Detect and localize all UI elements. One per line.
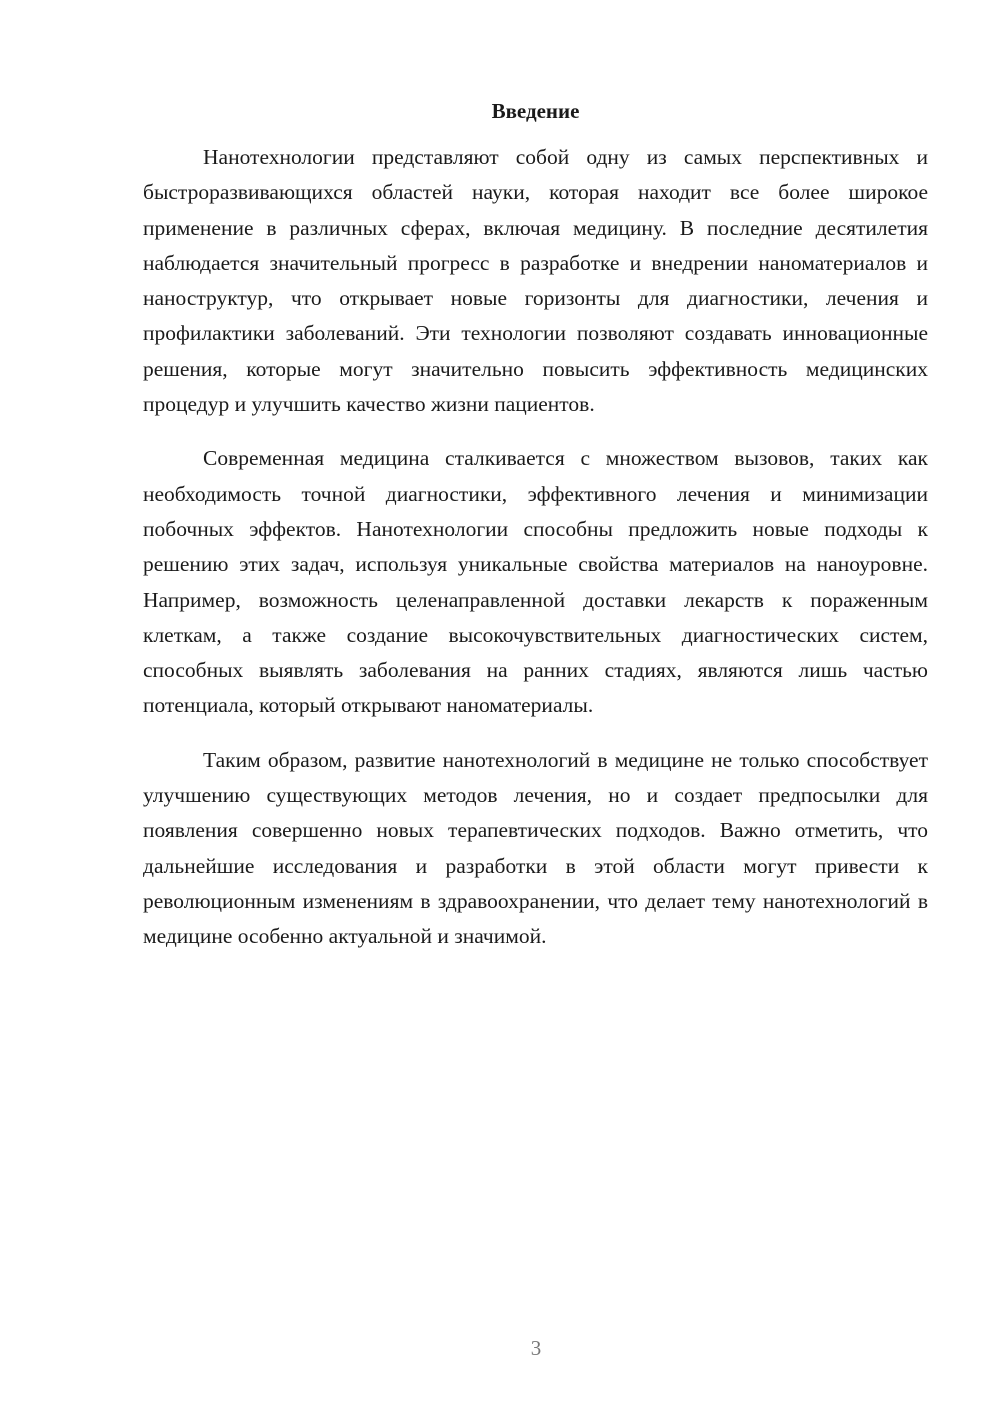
paragraph-1: Нанотехнологии представляют собой одну из самых перспективных и быстроразвивающихся областей науки, которая находит все более широкое применение в различных сферах, включая медицину. В последние десятилетия наблюдается значительный прогресс в разработке и внедрении наноматериалов и наноструктур, что открывает новые горизонты для диагностики, лечения и профилактики заболеваний. Эти технологии позволяют создавать инновационные решения, которые могут значительно повысить эффективность медицинских процедур и улучшить качество жизни пациентов. [143,145,928,417]
paragraph-3: Таким образом, развитие нанотехнологий в медицине не только способствует улучшению существующих методов лечения, но и создает предпосылки для появления совершенно новых терапевтических подходов. Важно отметить, что дальнейшие исследования и разработки в этой области могут привести к революционным изменениям в здравоохранении, что делает тему нанотехнологий в медицине особенно актуальной и значимой. [143,747,928,949]
paragraph-2: Современная медицина сталкивается с множеством вызовов, таких как необходимость точной диагностики, эффективного лечения и минимизации побочных эффектов. Нанотехнологии способны предложить новые подходы к решению этих задач, используя уникальные свойства материалов на наноуровне. Например, возможность целенаправленной доставки лекарств к пораженным клеткам, а также создание высокочувствительных диагностических систем, способных выявлять заболевания на ранних стадиях, являются лишь частью потенциала, который открывают наноматериалы. [143,446,928,718]
page-number: 3 [530,1336,542,1360]
page-content [143,96,928,974]
section-heading: Введение [491,99,580,123]
